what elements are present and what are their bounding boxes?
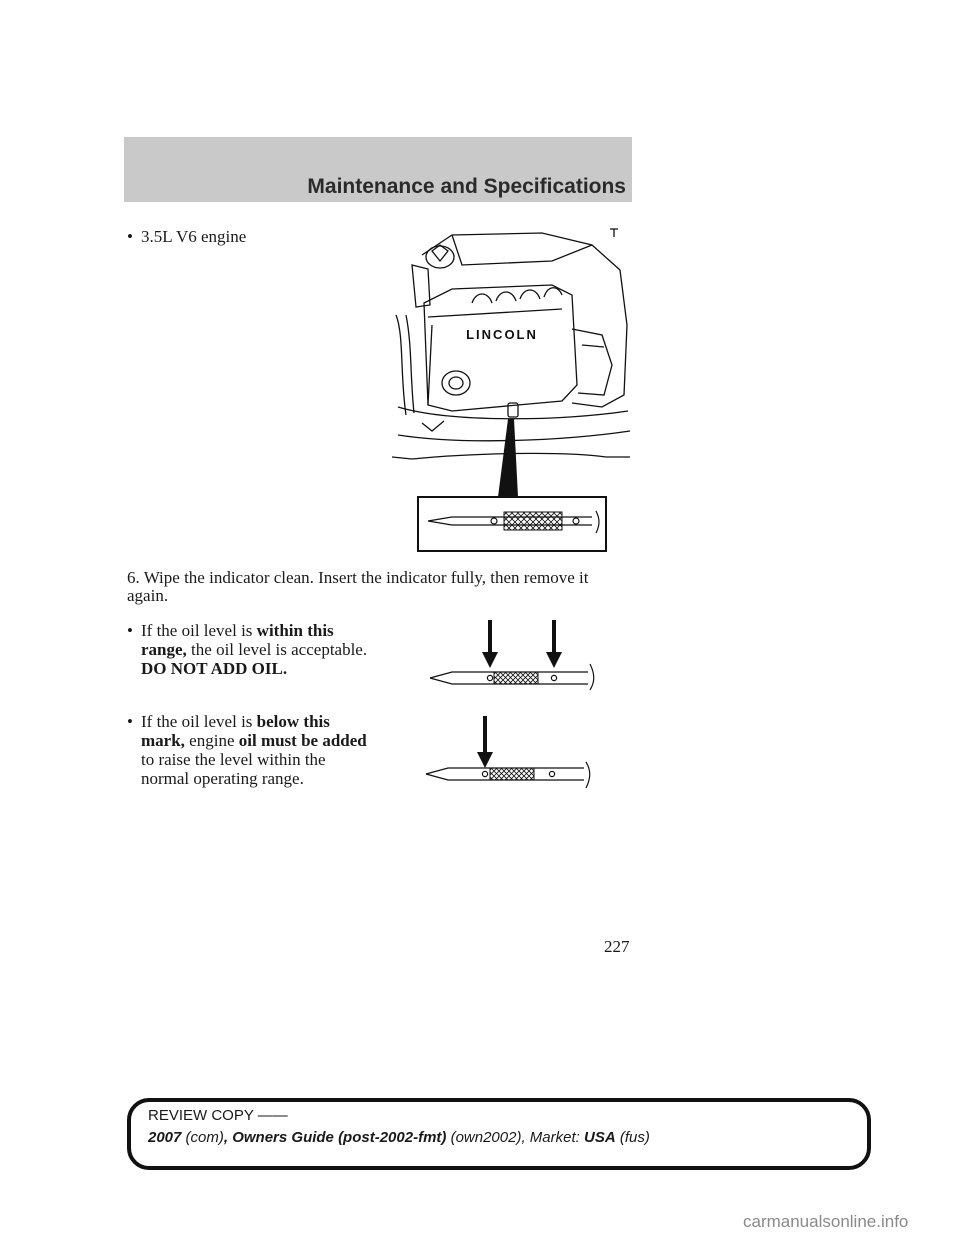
engine-badge: LINCOLN xyxy=(466,327,538,342)
page-number: 227 xyxy=(604,937,630,956)
watermark: carmanualsonline.info xyxy=(743,1212,909,1231)
within-range-line-2: range, the oil level is acceptable. xyxy=(141,640,368,659)
dipstick-below-mark-figure xyxy=(424,716,600,792)
bullet-dot: • xyxy=(127,712,133,731)
below-mark-line-1: If the oil level is below this xyxy=(141,712,330,731)
step-6-line-1: 6. Wipe the indicator clean. Insert the indicator fully, then remove it xyxy=(127,568,589,587)
do-not-add-oil-warning: DO NOT ADD OIL. xyxy=(141,659,288,678)
pointer-wedge xyxy=(498,419,518,497)
engine-illustration xyxy=(392,225,632,555)
review-copy-box xyxy=(127,1098,871,1170)
within-range-line-1: If the oil level is within this xyxy=(141,621,334,640)
section-title: Maintenance and Specifications xyxy=(307,175,626,198)
section-header xyxy=(124,137,632,202)
review-copy-label: REVIEW COPY —— xyxy=(148,1107,288,1124)
step-6-line-2: again. xyxy=(127,586,169,605)
below-mark-line-4: normal operating range. xyxy=(141,769,304,788)
bullet-dot: • xyxy=(127,227,133,246)
dipstick-within-range-figure xyxy=(428,620,604,694)
document-info: 2007 (com), Owners Guide (post-2002-fmt) (own2002), Market: USA (fus) xyxy=(148,1129,650,1146)
below-mark-line-2: mark, engine oil must be added xyxy=(141,731,367,750)
below-mark-line-3: to raise the level within the xyxy=(141,750,326,769)
engine-bullet-text: 3.5L V6 engine xyxy=(141,227,247,246)
bullet-dot: • xyxy=(127,621,133,640)
